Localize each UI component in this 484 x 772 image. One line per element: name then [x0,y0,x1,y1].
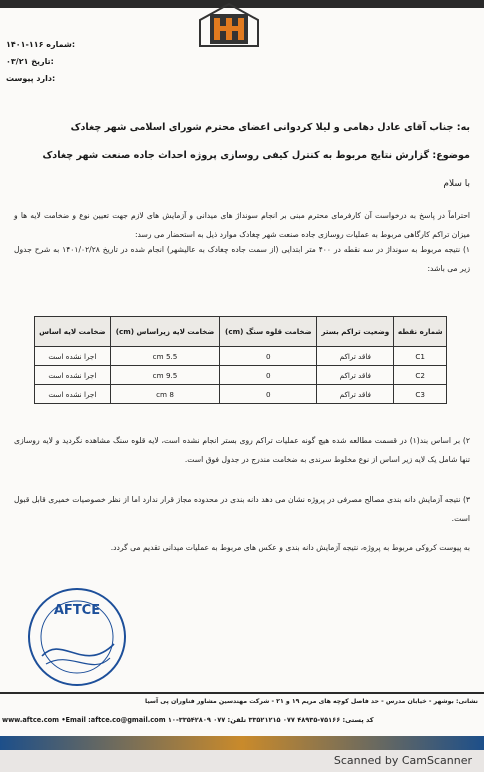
svg-text:AFTCE: AFTCE [53,603,101,618]
item-2: ۲) بر اساس بند(۱) در قسمت مطالعه شده هیچ گونه عملیات تراکم روی بستر انجام نشده است، لایه قلوه سنگ مشاهده نگردید و لایه روسازی تنها شامل یک لایه زیر اساس از نوع مخلوط سرندی به ضخامت مندرج در جدول فوق است. [14,436,470,464]
col-stone: ضخامت قلوه سنگ (cm) [220,317,317,347]
cell-compaction: فاقد تراکم [317,385,394,404]
col-point: شماره نقطه [394,317,447,347]
cell-compaction: فاقد تراکم [317,366,394,385]
intro-paragraph: احتراماً در پاسخ به درخواست آن کارفرمای محترم مبنی بر انجام سونداژ های میدانی و آزمایش های لازم جهت تعیین نوع و ضخامت لایه ها و میزان تراکم کارگاهی مربوط به عملیات روسازی جاده صنعت شهر چغادک موارد ذیل به استحضار می رسد: [14,211,470,239]
cell-base: اجرا نشده است [35,347,111,366]
cell-base: اجرا نشده است [35,366,111,385]
table-row [35,366,447,385]
cell-stone: 0 [220,347,317,366]
item-1: ۱) نتیجه مربوط به سونداژ در سه نقطه در ۴۰۰ متر ابتدایی (از سمت جاده چغادک به عالیشهر) انجام شده در تاریخ ۱۴۰۱/۰۲/۲۸ به شرح جدول زیر می باشد: [14,245,471,273]
company-stamp [22,584,132,690]
footer-contact: www.aftce.com •Email :aftce.co@gmail.com کد پستی: ۷۵۱۶۶-۴۸۹۳۵ ۰۷۷ ۳۳۵۲۱۲۱۵ تلفن: ۰۷۷ ۳۳۵۴۲۸۰۹-۱۰ [2,716,374,724]
results-table [34,316,447,404]
subject-line: موضوع: گزارش نتایج مربوط به کنترل کیفی روسازی پروژه احداث جاده صنعت شهر چغادک [42,150,470,161]
col-base: ضخامت لایه اساس [35,317,111,347]
item-3: ۳) نتیجه آزمایش دانه بندی مصالح مصرفی در پروژه نشان می دهد دانه بندی در محدوده مجاز قرار ندارد اما از نظر خصوصیات خمیری قابل قبول است. [14,495,470,523]
closing-paragraph: به پیوست کروکی مربوط به پروژه، نتیجه آزمایش دانه بندی و عکس های مربوط به عملیات میدانی تقدیم می گردد. [110,543,470,552]
company-logo [196,2,262,48]
cell-point: C2 [394,366,447,385]
cell-point: C3 [394,385,447,404]
table-header-row [35,317,447,347]
cell-subbase: 5.5 cm [110,347,220,366]
footer-color-bar [0,736,484,750]
meta-number: ۱۴۰۱-۱۱۶ شماره: [6,40,76,49]
cell-subbase: 9.5 cm [110,366,220,385]
meta-date: ۰۳/۲۱ تاریخ: [6,57,54,66]
cell-stone: 0 [220,366,317,385]
table-row [35,347,447,366]
salutation: با سلام [443,179,470,189]
scanner-watermark: Scanned by CamScanner [333,754,472,767]
cell-subbase: 8 cm [110,385,220,404]
col-compaction: وضعیت تراکم بستر [317,317,394,347]
letter-footer [0,692,484,738]
letter-meta [6,36,75,87]
col-subbase: ضخامت لایه زیراساس (cm) [110,317,220,347]
cell-point: C1 [394,347,447,366]
cell-compaction: فاقد تراکم [317,347,394,366]
table-row [35,385,447,404]
cell-stone: 0 [220,385,317,404]
addressee: به: جناب آقای عادل دهامی و لیلا کردوانی اعضای محترم شورای اسلامی شهر چغادک [70,122,470,133]
cell-base: اجرا نشده است [35,385,111,404]
meta-attachment: دارد پیوست: [6,74,56,83]
footer-address: نشانی: بوشهر - خیابان مدرس - حد فاصل کوچه های مریم ۱۹ و ۲۱ - شرکت مهندسین مشاور فناوران پی آسیا [145,698,478,705]
